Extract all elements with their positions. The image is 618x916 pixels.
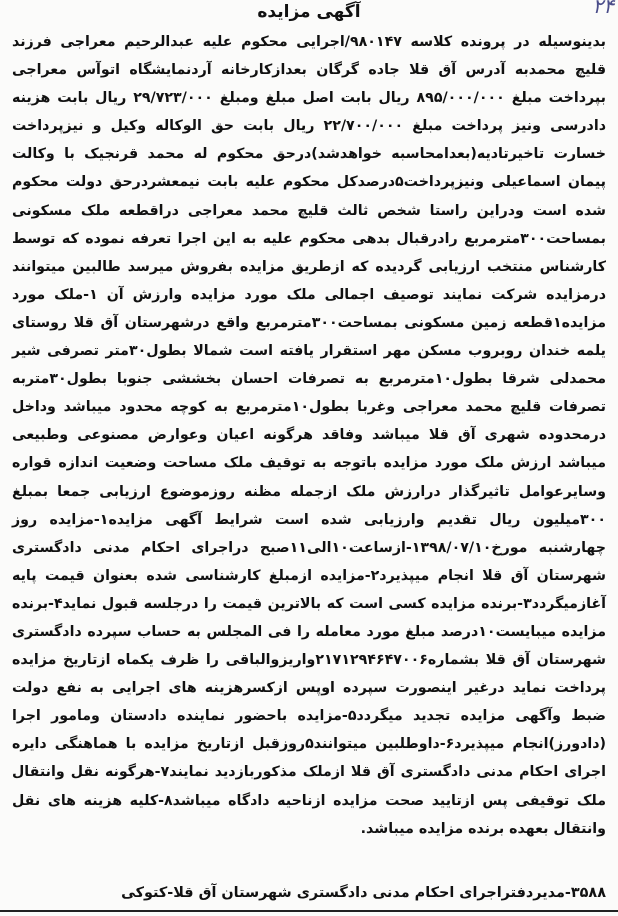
handwritten-corner-mark: ۲۴ <box>592 0 614 18</box>
notice-title: آگهی مزایده <box>257 2 361 22</box>
bottom-divider <box>0 910 618 912</box>
notice-body: بدینوسیله در پرونده کلاسه ۹۸۰۱۴۷/اجرایی محکوم علیه عبدالرحیم معراجی فرزند قلیچ محمدبه آدرس آق قلا جاده گرگان بعدازکارخانه آردنمایشگاه اتوآس معراجی بپرداخت مبلغ ۸۹۵/۰۰۰/۰۰۰ ریال بابت اصل مبلغ ومبلغ ۲۹/۷۲۳/۰۰۰ ریال بابت هزینه دادرسی ونیز پرداخت مبلغ ۲۲/۷۰۰/۰۰۰ ریال بابت حق الوکاله وکیل و نیزپرداخت خسارت تاخیرتادیه(بعدامحاسبه خواهدشد)درحق محکوم له محمد قرنجیک با وکالت پیمان اسماعیلی ونیزپرداخت۵درصدکل محکوم علیه بابت نیمعشردرحق دولت محکوم شده است ودراین راستا شخص ثالث قلیچ محمد معراجی دراقطعه ملک مسکونی بمساحت۳۰۰مترمربع رادرقبال بدهی محکوم علیه به این اجرا تعرفه نموده که توسط کارشناس منتخب ارزیابی گردیده که ازطریق مزایده بفروش میرسد طالبین میتوانند درمزایده شرکت نمایند توصیف اجمالی ملک مورد مزایده وارزش آن ۱-ملک مورد مزایده۱قطعه زمین مسکونی بمساحت۳۰۰مترمربع واقع درشهرستان آق قلا روستای یلمه خندان روبروب مسکن مهر استقرار یافته است شمالا بطول۳۰متر تصرفی شیر محمدلی شرقا بطول۱۰مترمربع به تصرفات احسان بخششی جنوبا بطول۳۰متربه تصرفات قلیچ محمد معراجی وغربا بطول۱۰مترمربع به کوچه محدود میباشد وداخل درمحدوده شهری آق قلا میباشد وفاقد هرگونه اعیان وعوارض مصنوعی وطبیعی میباشد ارزش ملک مورد مزایده باتوجه به توقیف ملک مساحت وضعیت اندازه قواره وسایرعوامل تاثیرگذار درارزش ملک ازجمله مظنه روزموضوع ارزیابی جمعا بمبلغ ۳۰۰میلیون ریال تقدیم وارزیابی شده است شرایط آگهی مزایده۱-مزایده روز چهارشنبه مورخ۱۳۹۸/۰۷/۱۰-ازساعت۱۰الی۱۱صبح دراجرای احکام مدنی دادگستری شهرستان آق قلا انجام میپذیرد۲-مزایده ازمبلغ کارشناسی شده بعنوان قیمت پایه آغازمیگردد۳-برنده مزایده کسی است که بالاترین قیمت را درجلسه قبول نماید۴-برنده مزایده میبایست۱۰درصد مبلغ مورد معامله را فی المجلس به حساب سپرده دادگستری شهرستان آق قلا بشماره۲۱۷۱۲۹۴۶۴۷۰۰۶واریزوالباقی را ظرف یکماه ازتاریخ مزایده پرداخت نماید درغیر اینصورت سپرده اوپس ازکسرهزینه های اجرایی به نفع دولت ضبط وآگهی مزایده تجدید میگردد۵-مزایده باحضور نماینده دادستان ومامور اجرا (دادورز)انجام میپذیرد۶-داوطلبین میتوانند۵روزقبل ازتاریخ مزایده با هماهنگی دایره اجرای احکام مدنی دادگستری آق قلا ازملک مذکوربازدید نمایند۷-هرگونه نقل وانتقال ملک توقیفی پس ازتایید صحت مزایده ازناحیه دادگاه میباشد۸-کلیه هزینه های نقل وانتقال بعهده برنده مزایده میباشد. <box>12 34 607 837</box>
notice-signature: ۳۵۸۸-مدیردفتراجرای احکام مدنی دادگستری شهرستان آق قلا-کتوکی <box>121 885 606 901</box>
